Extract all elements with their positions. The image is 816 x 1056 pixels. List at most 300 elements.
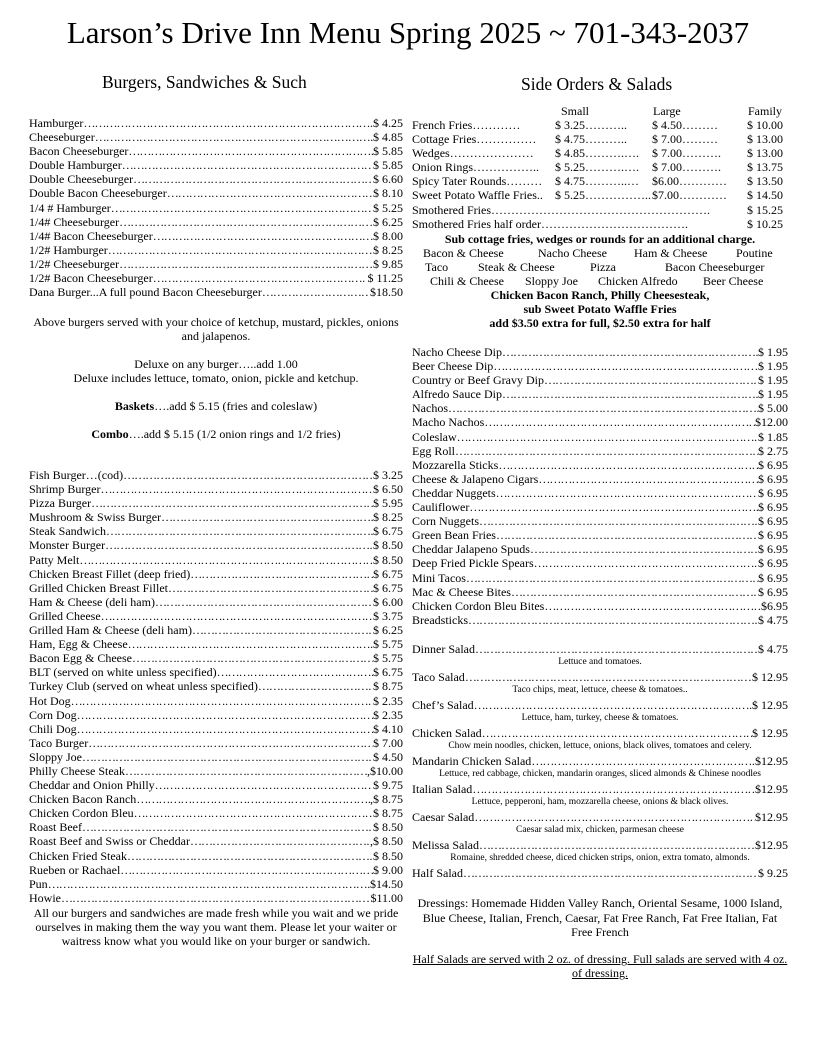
sandwich-row bbox=[29, 665, 403, 679]
burger-row bbox=[29, 257, 403, 271]
baskets-text: ….add $ 5.15 (fries and coleslaw) bbox=[154, 399, 318, 413]
item-price: $6.95 bbox=[761, 598, 788, 613]
dot-leader bbox=[61, 891, 370, 905]
option: Bacon & Cheese bbox=[423, 246, 504, 260]
dot-leader bbox=[127, 849, 373, 863]
item-price: $ 2.35 bbox=[373, 707, 403, 722]
burger-row bbox=[29, 186, 403, 200]
dot-leader bbox=[496, 528, 758, 542]
item-price: $ 8.50 bbox=[373, 552, 403, 567]
smothered-fries-row bbox=[412, 203, 788, 217]
sandwich-row bbox=[29, 538, 403, 552]
item-price: $ 1.95 bbox=[758, 359, 788, 374]
item-price: $ 7.00 bbox=[373, 735, 403, 750]
salad-row bbox=[412, 838, 788, 853]
deluxe-description: Deluxe includes lettuce, tomato, onion, pickle and ketchup. bbox=[73, 371, 359, 385]
item-name: Cheddar Jalapeno Spuds bbox=[412, 542, 530, 557]
salad-price: $12.95 bbox=[755, 838, 788, 852]
dot-leader bbox=[511, 585, 758, 599]
item-price: $ 6.95 bbox=[758, 457, 788, 472]
salad-description: Lettuce, red cabbage, chicken, mandarin oranges, sliced almonds & Chinese noodles bbox=[439, 769, 761, 779]
sandwich-row bbox=[29, 482, 403, 496]
salad-price: $12.95 bbox=[755, 782, 788, 796]
salad-row bbox=[412, 810, 788, 825]
dot-leader bbox=[100, 482, 373, 496]
item-name: Ham & Cheese (deli ham) bbox=[29, 594, 155, 609]
dot-leader bbox=[167, 186, 373, 200]
item-name: Beer Cheese Dip bbox=[412, 359, 494, 374]
appetizer-row bbox=[412, 415, 788, 429]
salad-name: Caesar Salad bbox=[412, 810, 475, 824]
item-price: $ 11.25 bbox=[367, 271, 403, 286]
baskets-line bbox=[29, 399, 403, 413]
appetizer-row bbox=[412, 359, 788, 373]
item-price: $ 9.00 bbox=[373, 862, 403, 877]
item-name: Macho Nachos bbox=[412, 415, 485, 430]
item-price: $ 6.75 bbox=[373, 580, 403, 595]
sandwich-row bbox=[29, 736, 403, 750]
dot-leader bbox=[544, 599, 761, 613]
side-name: Onion Rings…………….. bbox=[412, 160, 540, 175]
dot-leader bbox=[88, 736, 373, 750]
item-name: Green Bean Fries bbox=[412, 528, 496, 543]
burgers-heading: Burgers, Sandwiches & Such bbox=[102, 72, 307, 92]
salad-row bbox=[412, 670, 788, 685]
item-price: $ 6.60 bbox=[373, 172, 403, 187]
item-price: $ 5.00 bbox=[758, 401, 788, 416]
salad-name: Dinner Salad bbox=[412, 642, 475, 656]
col-large-header: Large bbox=[653, 104, 681, 118]
dot-leader bbox=[123, 468, 373, 482]
item-name: Cauliflower bbox=[412, 500, 470, 515]
dot-leader bbox=[479, 838, 755, 853]
item-price: $ 6.75 bbox=[373, 524, 403, 539]
dot-leader bbox=[465, 670, 752, 685]
item-name: Turkey Club (served on wheat unless specified) bbox=[29, 679, 258, 694]
item-price: $ 5.25 bbox=[373, 200, 403, 215]
option: Sloppy Joe bbox=[525, 274, 579, 288]
appetizer-row bbox=[412, 528, 788, 542]
item-price: $ 6.50 bbox=[373, 482, 403, 497]
salad-description: Chow mein noodles, chicken, lettuce, onions, black olives, tomatoes and celery. bbox=[448, 741, 752, 751]
dot-leader bbox=[125, 764, 367, 778]
item-price: $ 6.75 bbox=[373, 566, 403, 581]
side-small: $ 4.75………..… bbox=[555, 174, 639, 189]
item-name: Sloppy Joe bbox=[29, 749, 83, 764]
sandwich-row bbox=[29, 820, 403, 834]
dot-leader bbox=[258, 679, 373, 693]
sandwich-row bbox=[29, 679, 403, 693]
item-price: $ 6.75 bbox=[373, 665, 403, 680]
side-order-row bbox=[412, 188, 788, 202]
side-name: French Fries………… bbox=[412, 118, 521, 132]
item-price: $ 1.95 bbox=[758, 373, 788, 388]
option: Taco bbox=[425, 260, 449, 274]
side-family: $ 14.50 bbox=[747, 188, 783, 203]
option: Bacon Cheeseburger bbox=[665, 260, 765, 274]
side-family: $ 13.50 bbox=[747, 174, 783, 189]
burger-row bbox=[29, 229, 403, 243]
dressings-list: Dressings: Homemade Hidden Valley Ranch, Oriental Sesame, 1000 Island, Blue Cheese, Italian, French, Caesar, Fat Free Ranch, Fat Free Italian, Fat Free French bbox=[417, 896, 783, 939]
item-price: $ 6.95 bbox=[758, 584, 788, 599]
item-price: $ 6.00 bbox=[373, 594, 403, 609]
salad-description: Romaine, shredded cheese, diced chicken strips, onion, extra tomato, almonds. bbox=[450, 853, 750, 863]
sandwich-row bbox=[29, 877, 403, 891]
side-order-row bbox=[412, 160, 788, 174]
salad-price: $12.95 bbox=[755, 754, 788, 768]
sandwich-row bbox=[29, 792, 403, 806]
item-name: 1/2# Cheeseburger bbox=[29, 256, 120, 271]
spacer bbox=[412, 881, 788, 885]
item-name: 1/2# Hamburger bbox=[29, 242, 108, 257]
side-small: $ 4.75……….. bbox=[555, 132, 627, 147]
side-large: $ 7.00………. bbox=[652, 160, 721, 175]
smothered-half-row bbox=[412, 217, 788, 231]
smothered-fries-name: Smothered Fries………………………………………………. bbox=[412, 203, 710, 217]
appetizer-row bbox=[412, 401, 788, 415]
sandwich-list bbox=[29, 468, 403, 905]
sandwich-row bbox=[29, 623, 403, 637]
item-price: $ 1.95 bbox=[758, 387, 788, 402]
item-name: Cheese & Jalapeno Cigars bbox=[412, 471, 539, 486]
dot-leader bbox=[192, 623, 373, 637]
salad-row bbox=[412, 698, 788, 713]
item-price: $ 4.50 bbox=[373, 749, 403, 764]
dot-leader bbox=[474, 810, 755, 825]
salad-price: $ 12.95 bbox=[752, 670, 788, 684]
burger-row bbox=[29, 243, 403, 257]
dot-leader bbox=[502, 387, 758, 401]
item-name: Philly Cheese Steak bbox=[29, 763, 125, 778]
item-price: $ 2.75 bbox=[758, 443, 788, 458]
item-price: $ 6.95 bbox=[758, 570, 788, 585]
option: Chili & Cheese bbox=[430, 274, 504, 288]
sandwich-row bbox=[29, 609, 403, 623]
appetizer-row bbox=[412, 542, 788, 556]
side-order-row bbox=[412, 174, 788, 188]
side-name: Wedges………………… bbox=[412, 146, 534, 161]
appetizer-row bbox=[412, 486, 788, 500]
side-order-row bbox=[412, 118, 788, 132]
dot-leader bbox=[474, 698, 752, 713]
burger-row bbox=[29, 201, 403, 215]
sandwich-row bbox=[29, 806, 403, 820]
dot-leader bbox=[108, 243, 373, 257]
item-name: Pizza Burger bbox=[29, 496, 92, 511]
item-name: Bacon Egg & Cheese bbox=[29, 651, 132, 666]
side-name: Spicy Tater Rounds……… bbox=[412, 174, 543, 189]
option: Pizza bbox=[590, 260, 616, 274]
item-name: Deep Fried Pickle Spears bbox=[412, 556, 534, 571]
dot-leader bbox=[190, 567, 373, 581]
item-price: $ 8.00 bbox=[373, 228, 403, 243]
sandwich-row bbox=[29, 567, 403, 581]
sides-heading: Side Orders & Salads bbox=[521, 74, 673, 94]
item-price: $ 5.85 bbox=[373, 158, 403, 173]
appetizer-row bbox=[412, 472, 788, 486]
item-price: $ 6.25 bbox=[373, 623, 403, 638]
dot-leader bbox=[128, 144, 373, 158]
item-price: $11.00 bbox=[370, 890, 403, 905]
side-small: $ 5.25……….…. bbox=[555, 160, 639, 175]
dot-leader bbox=[493, 359, 758, 373]
salad-price: $ 12.95 bbox=[752, 698, 788, 712]
dot-leader bbox=[106, 524, 373, 538]
salad-row bbox=[412, 782, 788, 797]
dot-leader bbox=[168, 581, 373, 595]
dot-leader bbox=[530, 542, 758, 556]
dot-leader bbox=[155, 778, 373, 792]
sandwich-row bbox=[29, 553, 403, 567]
appetizer-row bbox=[412, 500, 788, 514]
dot-leader bbox=[105, 538, 373, 552]
item-price: $ 6.95 bbox=[758, 500, 788, 515]
dot-leader bbox=[217, 665, 373, 679]
item-price: $ 4.75 bbox=[758, 612, 788, 627]
item-name: Rueben or Rachael bbox=[29, 862, 121, 877]
dot-leader bbox=[472, 782, 755, 797]
salad-name: Melissa Salad bbox=[412, 838, 479, 852]
item-name: Corn Nuggets bbox=[412, 514, 479, 529]
item-name: BLT (served on white unless specified) bbox=[29, 665, 217, 680]
item-name: Cheeseburger bbox=[29, 130, 95, 145]
dot-leader bbox=[155, 595, 373, 609]
side-family: $ 10.00 bbox=[747, 118, 783, 132]
appetizer-row bbox=[412, 585, 788, 599]
item-name: Chicken Fried Steak bbox=[29, 848, 127, 863]
burger-row bbox=[29, 144, 403, 158]
side-family: $ 13.00 bbox=[747, 146, 783, 161]
item-price: $ 3.75 bbox=[373, 608, 403, 623]
item-price: ,$10.00 bbox=[367, 763, 403, 778]
side-large: $7.00………… bbox=[652, 188, 727, 203]
item-price: $ 5.85 bbox=[373, 144, 403, 159]
dot-leader bbox=[91, 496, 373, 510]
salad-description: Lettuce, pepperoni, ham, mozzarella cheese, onions & black olives. bbox=[471, 797, 729, 807]
salad-description: Lettuce and tomatoes. bbox=[558, 657, 642, 667]
item-price: $18.50 bbox=[370, 285, 403, 300]
dot-leader bbox=[479, 514, 758, 528]
item-name: Hamburger bbox=[29, 116, 84, 130]
dot-leader bbox=[262, 285, 370, 299]
burger-list bbox=[29, 116, 403, 299]
salad-list bbox=[412, 642, 788, 885]
burger-row bbox=[29, 172, 403, 186]
baskets-label: Baskets bbox=[114, 399, 155, 413]
item-name: Mini Tacos bbox=[412, 570, 466, 585]
salad-price: $ 9.25 bbox=[758, 866, 788, 880]
sandwich-row bbox=[29, 722, 403, 736]
item-price: ,$ 8.50 bbox=[370, 834, 403, 849]
item-name: Chili Dog bbox=[29, 721, 77, 736]
menu-title: Larson’s Drive Inn Menu Spring 2025 ~ 701-343-2037 bbox=[66, 15, 750, 50]
dot-leader bbox=[538, 472, 758, 486]
dot-leader bbox=[534, 556, 758, 570]
item-name: Grilled Chicken Breast Fillet bbox=[29, 580, 168, 595]
appetizer-row bbox=[412, 430, 788, 444]
item-name: Chicken Cordon Bleu bbox=[29, 806, 134, 821]
dot-leader bbox=[161, 510, 373, 524]
appetizer-row bbox=[412, 345, 788, 359]
item-name: Monster Burger bbox=[29, 538, 106, 553]
dot-leader bbox=[153, 271, 368, 285]
item-name: Dana Burger...A full pound Bacon Cheeseburger bbox=[29, 285, 262, 300]
sandwich-row bbox=[29, 849, 403, 863]
sandwich-row bbox=[29, 637, 403, 651]
sandwich-row bbox=[29, 764, 403, 778]
item-name: Mac & Cheese Bites bbox=[412, 584, 511, 599]
item-price: ,$ 8.75 bbox=[370, 792, 403, 807]
appetizer-row bbox=[412, 458, 788, 472]
dot-leader bbox=[119, 257, 373, 271]
sandwich-row bbox=[29, 863, 403, 877]
salad-description: Caesar salad mix, chicken, parmesan cheese bbox=[515, 825, 685, 835]
item-price: $ 6.95 bbox=[758, 528, 788, 543]
dot-leader bbox=[136, 792, 370, 806]
item-name: Nachos bbox=[412, 401, 448, 416]
item-name: Grilled Cheese bbox=[29, 608, 101, 623]
item-price: $14.50 bbox=[370, 876, 403, 891]
appetizer-row bbox=[412, 387, 788, 401]
upgrade-note-1: Chicken Bacon Ranch, Philly Cheesesteak, bbox=[490, 288, 710, 302]
item-price: $ 8.50 bbox=[373, 820, 403, 835]
dot-leader bbox=[484, 415, 755, 429]
salad-name: Italian Salad bbox=[412, 782, 473, 796]
item-name: Cheddar Nuggets bbox=[412, 485, 496, 500]
dot-leader bbox=[79, 553, 373, 567]
item-name: Mushroom & Swiss Burger bbox=[29, 510, 162, 525]
smother-options-row-1 bbox=[412, 246, 788, 260]
burger-row bbox=[29, 116, 403, 130]
side-name: Sweet Potato Waffle Fries.. bbox=[412, 188, 543, 203]
sandwich-row bbox=[29, 524, 403, 538]
item-price: $ 3.25 bbox=[373, 468, 403, 482]
dot-leader bbox=[463, 866, 758, 881]
item-name: Corn Dog bbox=[29, 707, 77, 722]
dot-leader bbox=[498, 458, 758, 472]
side-small: $ 3.25……….. bbox=[555, 118, 627, 132]
dot-leader bbox=[77, 708, 373, 722]
salad-name: Mandarin Chicken Salad bbox=[412, 754, 532, 768]
burger-row bbox=[29, 158, 403, 172]
dot-leader bbox=[531, 754, 755, 769]
salad-name: Chicken Salad bbox=[412, 726, 482, 740]
item-name: Chicken Breast Fillet (deep fried) bbox=[29, 566, 191, 581]
item-price: $ 1.85 bbox=[758, 429, 788, 444]
item-price: $ 4.10 bbox=[373, 721, 403, 736]
item-name: Nacho Cheese Dip bbox=[412, 345, 502, 359]
sandwich-row bbox=[29, 750, 403, 764]
item-price: $ 5.75 bbox=[373, 651, 403, 666]
dot-leader bbox=[455, 444, 758, 458]
dot-leader bbox=[475, 642, 758, 657]
salad-price: $ 12.95 bbox=[752, 726, 788, 740]
side-small: $ 5.25…………….. bbox=[555, 188, 651, 203]
dot-leader bbox=[468, 613, 758, 627]
item-price: $ 8.25 bbox=[373, 510, 403, 525]
appetizer-row bbox=[412, 613, 788, 627]
item-price: $12.00 bbox=[755, 415, 788, 430]
burger-row bbox=[29, 215, 403, 229]
salad-name: Taco Salad bbox=[412, 670, 465, 684]
appetizer-row bbox=[412, 571, 788, 585]
toppings-note: Above burgers served with your choice of ketchup, mustard, pickles, onions and jalapenos. bbox=[33, 315, 399, 343]
item-price: $ 9.75 bbox=[373, 778, 403, 793]
item-name: Breadsticks bbox=[412, 612, 468, 627]
item-name: Steak Sandwich bbox=[29, 524, 106, 539]
sandwich-row bbox=[29, 496, 403, 510]
item-price: $ 6.95 bbox=[758, 485, 788, 500]
dot-leader bbox=[71, 694, 373, 708]
sandwich-row bbox=[29, 778, 403, 792]
item-name: Hot Dog bbox=[29, 693, 71, 708]
item-name: Double Hamburger bbox=[29, 158, 122, 173]
combo-line bbox=[29, 427, 403, 441]
dot-leader bbox=[190, 834, 370, 848]
item-name: Bacon Cheeseburger bbox=[29, 144, 129, 159]
sides-price-table bbox=[412, 118, 788, 203]
salad-name: Half Salad bbox=[412, 866, 463, 880]
salad-name: Chef’s Salad bbox=[412, 698, 474, 712]
item-name: Country or Beef Gravy Dip bbox=[412, 373, 544, 388]
sandwich-row bbox=[29, 694, 403, 708]
combo-text: ….add $ 5.15 (1/2 onion rings and 1/2 fries) bbox=[128, 427, 341, 441]
deluxe-price: Deluxe on any burger…..add 1.00 bbox=[134, 357, 298, 371]
item-price: $ 6.95 bbox=[758, 514, 788, 529]
item-price: $ 8.10 bbox=[373, 186, 403, 201]
smothered-fries-price: $ 15.25 bbox=[747, 203, 783, 217]
sub-fries-note: Sub cottage fries, wedges or rounds for an additional charge. bbox=[444, 232, 756, 246]
item-name: Ham, Egg & Cheese bbox=[29, 637, 128, 652]
option: Steak & Cheese bbox=[478, 260, 555, 274]
salad-row bbox=[412, 642, 788, 657]
dot-leader bbox=[457, 430, 758, 444]
upgrade-note-3: add $3.50 extra for full, $2.50 extra for half bbox=[489, 316, 711, 330]
dot-leader bbox=[133, 172, 373, 186]
sandwich-row bbox=[29, 581, 403, 595]
dot-leader bbox=[128, 637, 373, 651]
dot-leader bbox=[448, 401, 758, 415]
side-name: Cottage Fries…………… bbox=[412, 132, 537, 147]
dot-leader bbox=[101, 609, 373, 623]
item-name: Egg Roll bbox=[412, 443, 456, 458]
item-name: 1/4# Cheeseburger bbox=[29, 214, 120, 229]
item-name: Cheddar and Onion Philly bbox=[29, 778, 155, 793]
item-price: $ 6.95 bbox=[758, 556, 788, 571]
salad-row bbox=[412, 866, 788, 881]
sandwich-row bbox=[29, 834, 403, 848]
upgrade-note-2: sub Sweet Potato Waffle Fries bbox=[523, 302, 677, 316]
item-price: $ 8.25 bbox=[373, 242, 403, 257]
appetizer-row bbox=[412, 599, 788, 613]
dot-leader bbox=[153, 229, 373, 243]
dot-leader bbox=[469, 500, 758, 514]
dot-leader bbox=[502, 345, 758, 359]
item-name: Taco Burger bbox=[29, 735, 89, 750]
sandwich-row bbox=[29, 651, 403, 665]
freshness-note: All our burgers and sandwiches are made fresh while you wait and we pride ourselves in making them the way you want them. Please let your waiter or waitress know what you would like on your burger or sandwich. bbox=[33, 906, 399, 948]
item-name: Shrimp Burger bbox=[29, 482, 101, 497]
appetizer-list bbox=[412, 345, 788, 627]
item-price: $ 4.85 bbox=[373, 130, 403, 145]
half-salad-note: Half Salads are served with 2 oz. of dressing. Full salads are served with 4 oz. of dressing. bbox=[412, 952, 788, 980]
item-name: Fish Burger…(cod) bbox=[29, 468, 124, 482]
dot-leader bbox=[77, 722, 373, 736]
salad-description: Lettuce, ham, turkey, cheese & tomatoes. bbox=[521, 713, 679, 723]
smothered-half-price: $ 10.25 bbox=[747, 217, 783, 231]
smother-options-row-2 bbox=[412, 260, 788, 274]
item-name: Roast Beef and Swiss or Cheddar bbox=[29, 834, 190, 849]
